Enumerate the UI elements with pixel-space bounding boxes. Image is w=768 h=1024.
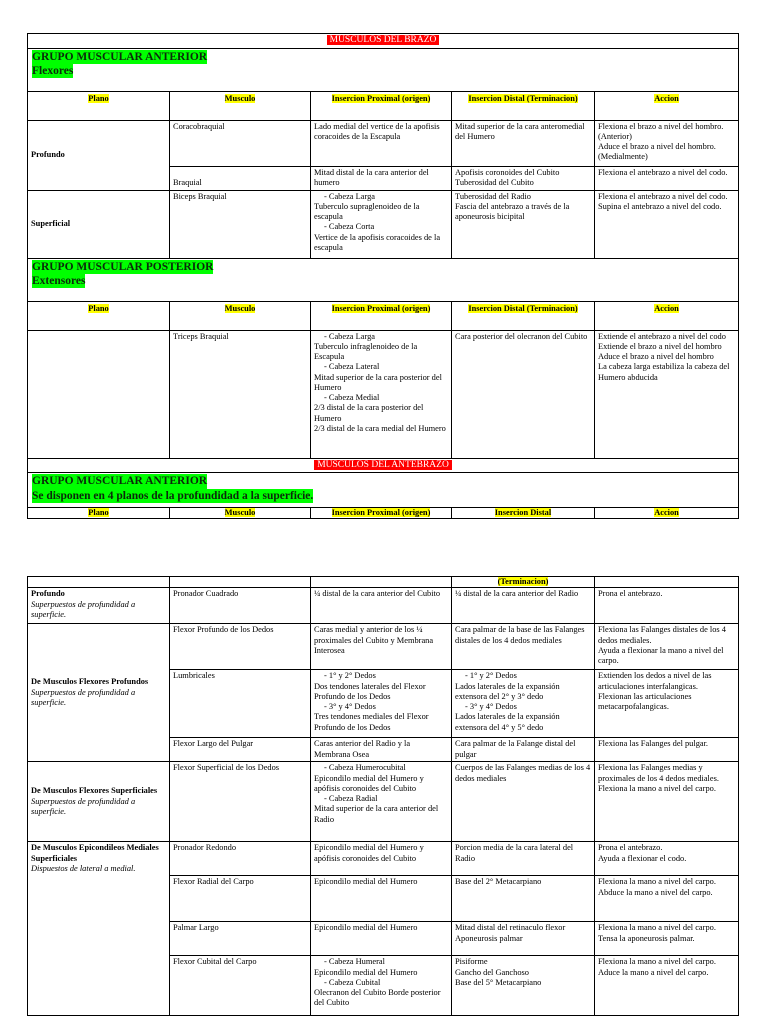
table-row: [28, 624, 739, 670]
accion-cell: Extienden los dedos a nivel de las articulaciones interfalangicas. Flexionan las articulaciones metacarpofalangicas.: [595, 670, 739, 738]
muscle-name: Flexor Cubital del Carpo: [170, 956, 311, 1016]
proximal-cell: ¼ distal de la cara anterior del Cubito: [311, 588, 452, 624]
accion-cell: Prona el antebrazo. Ayuda a flexionar el codo.: [595, 842, 739, 876]
header-distal: Insercion Distal (Terminacion): [468, 93, 578, 103]
muscle-name: Pronador Cuadrado: [170, 588, 311, 624]
header-distal: Insercion Distal: [494, 508, 552, 518]
proximal-cell: - Cabeza Larga Tuberculo supraglenoideo de la escapula - Cabeza Corta Vertice de la apofisis coracoides de la escapula: [311, 190, 452, 258]
accion-cell: Flexiona el antebrazo a nivel del codo. Supina el antebrazo a nivel del codo.: [595, 190, 739, 258]
header-distal: Insercion Distal (Terminacion): [468, 303, 578, 313]
plano-cell: De Musculos Flexores Superficiales Superpuestos de profundidad a superficie.: [28, 762, 170, 842]
distal-cell: Mitad distal del retinaculo flexor Aponeurosis palmar: [452, 922, 595, 956]
distal-cell: Cara posterior del olecranon del Cubito: [452, 330, 595, 458]
header-plano: Plano: [88, 93, 109, 103]
proximal-cell: - 1° y 2° Dedos Dos tendones laterales del Flexor Profundo de los Dedos - 3° y 4° Dedos Tres tendones mediales del Flexor Profundo de los Dedos: [311, 670, 452, 738]
distal-cell: ¼ distal de la cara anterior del Radio: [452, 588, 595, 624]
proximal-cell: - Cabeza Humeral Epicondilo medial del Humero - Cabeza Cubital Olecranon del Cubito Borde posterior del Cubito: [311, 956, 452, 1016]
group-subtitle: Se disponen en 4 planos de la profundidad a la superficie.: [32, 489, 314, 502]
anterior-arm-group: [28, 48, 739, 91]
proximal-cell: Mitad distal de la cara anterior del humero: [311, 166, 452, 190]
posterior-arm-group: [28, 258, 739, 301]
header-plano: Plano: [88, 508, 109, 518]
plano-cell: De Musculos Flexores Profundos Superpuestos de profundidad a superficie.: [28, 624, 170, 762]
table-row: [28, 842, 739, 876]
forearm-title: MUSCULOS DEL ANTEBRAZO: [314, 460, 452, 470]
header-plano: Plano: [88, 303, 109, 313]
proximal-cell: Epicondilo medial del Humero y apófisis coronoides del Cubito: [311, 842, 452, 876]
proximal-cell: Lado medial del vertice de la apofisis coracoides de la Escapula: [311, 120, 452, 166]
accion-cell: Flexiona las Falanges distales de los 4 dedos mediales. Ayuda a flexionar la mano a nivel del carpo.: [595, 624, 739, 670]
header-distal-continuation: (Terminacion): [497, 577, 549, 586]
table-row: [28, 762, 739, 842]
distal-cell: Mitad superior de la cara anteromedial del Humero: [452, 120, 595, 166]
muscle-name: Lumbricales: [170, 670, 311, 738]
continuation-header-row: [28, 577, 739, 588]
muscle-name: Flexor Radial del Carpo: [170, 876, 311, 922]
proximal-cell: - Cabeza Humerocubital Epicondilo medial del Humero y apófisis coronoides del Cubito - Cabeza Radial Mitad superior de la cara anterior del Radio: [311, 762, 452, 842]
accion-cell: Flexiona las Falanges medias y proximales de los 4 dedos mediales. Flexiona la mano a nivel del carpo.: [595, 762, 739, 842]
column-header-row: [28, 301, 739, 330]
column-header-row: [28, 91, 739, 120]
group-subtitle: Extensores: [32, 274, 86, 287]
header-accion: Accion: [654, 93, 679, 103]
proximal-cell: Caras anterior del Radio y la Membrana Osea: [311, 738, 452, 762]
arm-title-row: [28, 34, 739, 49]
arm-muscles-table: [27, 33, 739, 519]
accion-cell: Flexiona el antebrazo a nivel del codo.: [595, 166, 739, 190]
muscle-name: Triceps Braquial: [170, 330, 311, 458]
plano-cell: Superficial: [28, 190, 170, 258]
distal-cell: Cara palmar de la Falange distal del pulgar: [452, 738, 595, 762]
arm-title: MUSCULOS DEL BRAZO: [327, 35, 440, 45]
plano-cell: Profundo Superpuestos de profundidad a superficie.: [28, 588, 170, 624]
forearm-title-row: [28, 458, 739, 473]
forearm-muscles-sheet: [27, 576, 738, 1016]
accion-cell: Prona el antebrazo.: [595, 588, 739, 624]
header-accion: Accion: [654, 508, 679, 518]
muscle-name: Flexor Profundo de los Dedos: [170, 624, 311, 670]
muscle-name: Braquial: [170, 166, 311, 190]
proximal-cell: Epicondilo medial del Humero: [311, 922, 452, 956]
column-header-row: [28, 508, 739, 519]
distal-cell: Apofisis coronoides del Cubito Tuberosidad del Cubito: [452, 166, 595, 190]
distal-cell: Porcion media de la cara lateral del Radio: [452, 842, 595, 876]
muscle-name: Coracobraquial: [170, 120, 311, 166]
anterior-forearm-group: [28, 473, 739, 508]
proximal-cell: Epicondilo medial del Humero: [311, 876, 452, 922]
header-accion: Accion: [654, 303, 679, 313]
accion-cell: Flexiona la mano a nivel del carpo. Tensa la aponeurosis palmar.: [595, 922, 739, 956]
plano-cell: De Musculos Epicondileos Mediales Superficiales Dispuestos de lateral a medial.: [28, 842, 170, 1016]
header-musculo: Musculo: [224, 303, 256, 313]
table-row: [28, 190, 739, 258]
forearm-muscles-table: [27, 576, 739, 1016]
group-title: GRUPO MUSCULAR POSTERIOR: [32, 260, 214, 273]
table-row: [28, 588, 739, 624]
distal-cell: Base del 2° Metacarpiano: [452, 876, 595, 922]
distal-cell: Cara palmar de la base de las Falanges distales de los 4 dedos mediales: [452, 624, 595, 670]
accion-cell: Extiende el antebrazo a nivel del codo Extiende el brazo a nivel del hombro Aduce el brazo a nivel del hombro La cabeza larga estabiliza la cabeza del Humero abducida: [595, 330, 739, 458]
header-proximal: Insercion Proximal (origen): [331, 303, 431, 313]
header-proximal: Insercion Proximal (origen): [331, 508, 431, 518]
header-musculo: Musculo: [224, 508, 256, 518]
header-musculo: Musculo: [224, 93, 256, 103]
header-proximal: Insercion Proximal (origen): [331, 93, 431, 103]
plano-cell: [28, 330, 170, 458]
accion-cell: Flexiona la mano a nivel del carpo. Abduce la mano a nivel del carpo.: [595, 876, 739, 922]
muscle-name: Flexor Superficial de los Dedos: [170, 762, 311, 842]
distal-cell: Cuerpos de las Falanges medias de los 4 dedos mediales: [452, 762, 595, 842]
table-row: [28, 120, 739, 166]
group-title: GRUPO MUSCULAR ANTERIOR: [32, 475, 208, 488]
muscle-name: Biceps Braquial: [170, 190, 311, 258]
group-subtitle: Flexores: [32, 64, 74, 77]
proximal-cell: Caras medial y anterior de los ¼ proximales del Cubito y Membrana Interosea: [311, 624, 452, 670]
distal-cell: Pisiforme Gancho del Ganchoso Base del 5° Metacarpiano: [452, 956, 595, 1016]
proximal-cell: - Cabeza Larga Tuberculo infraglenoideo de la Escapula - Cabeza Lateral Mitad superior de la cara posterior del Humero - Cabeza Medial 2/3 distal de la cara posterior del Humero 2/3 distal de la cara medial del Humero: [311, 330, 452, 458]
accion-cell: Flexiona la mano a nivel del carpo. Aduce la mano a nivel del carpo.: [595, 956, 739, 1016]
plano-cell: Profundo: [28, 120, 170, 190]
distal-cell: - 1° y 2° Dedos Lados laterales de la expansión extensora del 2° y 3° dedo - 3° y 4° Dedos Lados laterales de la expansión extensora del 4° y 5° dedo: [452, 670, 595, 738]
muscle-name: Pronador Redondo: [170, 842, 311, 876]
group-title: GRUPO MUSCULAR ANTERIOR: [32, 50, 208, 63]
distal-cell: Tuberosidad del Radio Fascia del antebrazo a través de la aponeurosis bicipital: [452, 190, 595, 258]
accion-cell: Flexiona las Falanges del pulgar.: [595, 738, 739, 762]
table-row: [28, 330, 739, 458]
muscle-name: Palmar Largo: [170, 922, 311, 956]
accion-cell: Flexiona el brazo a nivel del hombro. (Anterior) Aduce el brazo a nivel del hombro. (Medialmente): [595, 120, 739, 166]
muscle-name: Flexor Largo del Pulgar: [170, 738, 311, 762]
arm-muscles-sheet: [27, 33, 738, 519]
